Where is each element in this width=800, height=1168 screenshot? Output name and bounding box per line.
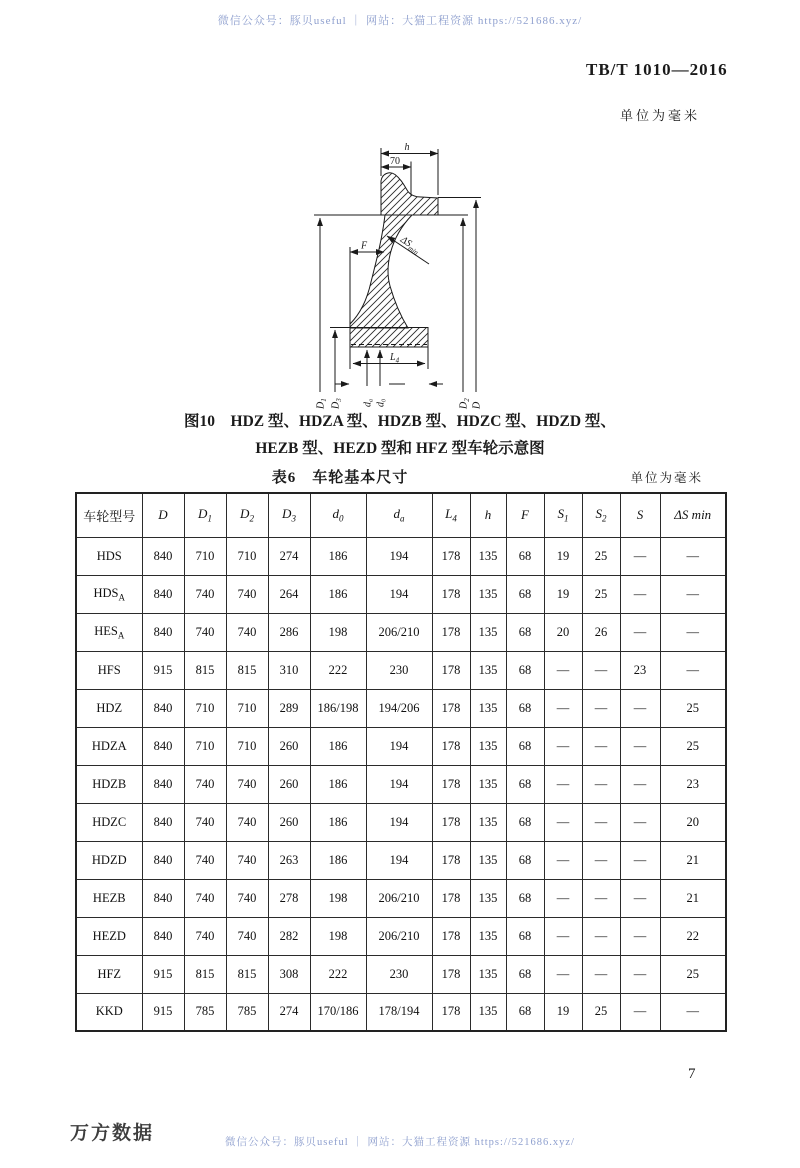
column-header: $S_2$ xyxy=(582,493,620,537)
table-cell: — xyxy=(544,765,582,803)
page-number: 7 xyxy=(688,1066,696,1082)
table-cell: 222 xyxy=(310,955,366,993)
table-cell: 186/198 xyxy=(310,689,366,727)
table-row xyxy=(76,955,726,993)
dim-label-delta-s-min: $\Delta S_{min}$ xyxy=(398,234,420,257)
dim-label-d3: $D_3$ xyxy=(330,398,343,409)
table-cell: 186 xyxy=(310,575,366,613)
table-cell: 840 xyxy=(142,803,184,841)
table-cell: — xyxy=(582,917,620,955)
table-cell: 198 xyxy=(310,917,366,955)
column-header: $D_3$ xyxy=(268,493,310,537)
table-cell: — xyxy=(582,727,620,765)
table-cell: 840 xyxy=(142,613,184,651)
wheel-cross-section-figure xyxy=(278,126,528,422)
table-cell: 194 xyxy=(366,765,432,803)
table-cell: 186 xyxy=(310,803,366,841)
table-cell: 740 xyxy=(226,575,268,613)
table-row xyxy=(76,727,726,765)
table-cell: 25 xyxy=(660,689,726,727)
wheel-type-cell: $HES_A$ xyxy=(76,613,142,651)
table-cell: 815 xyxy=(226,651,268,689)
table-cell: 178 xyxy=(432,537,470,575)
table-cell: 135 xyxy=(470,993,506,1031)
table-cell: 198 xyxy=(310,613,366,651)
table-cell: 20 xyxy=(660,803,726,841)
table-cell: 263 xyxy=(268,841,310,879)
table-cell: 135 xyxy=(470,613,506,651)
wheel-type-cell: HDZC xyxy=(76,803,142,841)
table-cell: — xyxy=(660,613,726,651)
wheel-type-cell: HDZD xyxy=(76,841,142,879)
table-cell: — xyxy=(582,651,620,689)
dim-label-d1: $D_1$ xyxy=(315,398,328,409)
table-cell: 68 xyxy=(506,537,544,575)
table-cell: — xyxy=(544,689,582,727)
column-header: $D_1$ xyxy=(184,493,226,537)
table-cell: 68 xyxy=(506,917,544,955)
table-cell: 135 xyxy=(470,537,506,575)
table-cell: 25 xyxy=(660,727,726,765)
table-cell: 260 xyxy=(268,727,310,765)
table-cell: 135 xyxy=(470,651,506,689)
table-cell: 785 xyxy=(184,993,226,1031)
table-cell: 186 xyxy=(310,765,366,803)
table-head-row xyxy=(76,493,726,537)
table-cell: 178/194 xyxy=(366,993,432,1031)
watermark-bottom: 微信公众号：豚贝useful ｜ 网站：大猫工程资源 https://521686.xyz/ xyxy=(225,1137,575,1148)
table-cell: 740 xyxy=(226,613,268,651)
dim-label-d0: $d_0$ xyxy=(375,399,388,407)
table-cell: — xyxy=(582,803,620,841)
table-cell: — xyxy=(544,955,582,993)
table-cell: 198 xyxy=(310,879,366,917)
table-cell: — xyxy=(620,613,660,651)
table-row xyxy=(76,879,726,917)
table-cell: 68 xyxy=(506,651,544,689)
dim-label-h: h xyxy=(404,142,410,153)
table-cell: 840 xyxy=(142,879,184,917)
table-cell: 740 xyxy=(184,841,226,879)
table-cell: — xyxy=(620,575,660,613)
table-cell: — xyxy=(620,727,660,765)
wheel-web xyxy=(350,215,412,328)
table-cell: 286 xyxy=(268,613,310,651)
table-cell: 178 xyxy=(432,917,470,955)
dim-label-da: $d_a$ xyxy=(362,399,375,407)
table-cell: — xyxy=(582,841,620,879)
table-cell: 740 xyxy=(226,803,268,841)
table-cell: — xyxy=(620,993,660,1031)
table-unit-note: 单位为毫米 xyxy=(630,471,703,485)
table-cell: 274 xyxy=(268,993,310,1031)
column-header: 车轮型号 xyxy=(76,493,142,537)
table-cell: 740 xyxy=(184,879,226,917)
wheel-type-cell: HEZB xyxy=(76,879,142,917)
table-cell: 915 xyxy=(142,955,184,993)
table-cell: 840 xyxy=(142,841,184,879)
table-cell: 264 xyxy=(268,575,310,613)
table-cell: 740 xyxy=(226,765,268,803)
table-row xyxy=(76,613,726,651)
table-cell: 21 xyxy=(660,841,726,879)
table-cell: — xyxy=(620,803,660,841)
table-cell: 840 xyxy=(142,727,184,765)
table-row xyxy=(76,917,726,955)
table-cell: 206/210 xyxy=(366,879,432,917)
table-cell: 135 xyxy=(470,879,506,917)
table-header-row xyxy=(75,466,725,488)
table-cell: 25 xyxy=(582,537,620,575)
wanfang-data-mark: 万方数据 xyxy=(70,1123,155,1144)
table-cell: 840 xyxy=(142,537,184,575)
table-cell: 135 xyxy=(470,689,506,727)
table-cell: 178 xyxy=(432,841,470,879)
table-cell: — xyxy=(620,841,660,879)
wheel-type-cell: HFS xyxy=(76,651,142,689)
table-row xyxy=(76,765,726,803)
table-cell: 135 xyxy=(470,841,506,879)
table-cell: — xyxy=(544,727,582,765)
wheel-type-cell: HFZ xyxy=(76,955,142,993)
table-cell: 135 xyxy=(470,917,506,955)
table-cell: 178 xyxy=(432,575,470,613)
table-cell: — xyxy=(544,917,582,955)
table-cell: 68 xyxy=(506,765,544,803)
table-cell: 194 xyxy=(366,803,432,841)
table-cell: — xyxy=(660,537,726,575)
figure-caption-line1: 图10 HDZ 型、HDZA 型、HDZB 型、HDZC 型、HDZD 型、 xyxy=(184,413,616,430)
table-cell: — xyxy=(660,651,726,689)
table-cell: — xyxy=(620,537,660,575)
table-cell: 22 xyxy=(660,917,726,955)
table-cell: 25 xyxy=(660,955,726,993)
table-cell: 815 xyxy=(184,955,226,993)
table-cell: 21 xyxy=(660,879,726,917)
table-title: 表6 车轮基本尺寸 xyxy=(271,470,409,486)
table-cell: 260 xyxy=(268,765,310,803)
table-cell: 178 xyxy=(432,651,470,689)
table-cell: 194/206 xyxy=(366,689,432,727)
table-cell: 178 xyxy=(432,689,470,727)
table-cell: — xyxy=(544,841,582,879)
table-cell: 68 xyxy=(506,575,544,613)
table-cell: 135 xyxy=(470,727,506,765)
dim-label-l4: $L_4$ xyxy=(390,352,400,365)
wheel-type-cell: HEZD xyxy=(76,917,142,955)
table-cell: 19 xyxy=(544,537,582,575)
column-header: F xyxy=(506,493,544,537)
table-cell: 178 xyxy=(432,955,470,993)
table-cell: 206/210 xyxy=(366,917,432,955)
table-cell: 740 xyxy=(226,841,268,879)
table-cell: 308 xyxy=(268,955,310,993)
column-header: S xyxy=(620,493,660,537)
table-cell: — xyxy=(582,955,620,993)
table-cell: 68 xyxy=(506,727,544,765)
table-cell: — xyxy=(620,689,660,727)
table-cell: 740 xyxy=(184,765,226,803)
table-cell: 230 xyxy=(366,955,432,993)
dim-label-70: 70 xyxy=(390,156,400,167)
watermark-top: 微信公众号：豚贝useful ｜ 网站：大猫工程资源 https://521686.xyz/ xyxy=(217,15,583,27)
table-cell: 26 xyxy=(582,613,620,651)
table-cell: 840 xyxy=(142,689,184,727)
table-cell: 740 xyxy=(184,917,226,955)
table-cell: 289 xyxy=(268,689,310,727)
table-cell: 68 xyxy=(506,803,544,841)
table-cell: 282 xyxy=(268,917,310,955)
table-cell: 740 xyxy=(184,575,226,613)
table-cell: 178 xyxy=(432,727,470,765)
table-cell: 186 xyxy=(310,537,366,575)
table-cell: — xyxy=(582,765,620,803)
table-cell: 710 xyxy=(184,727,226,765)
table-row xyxy=(76,537,726,575)
table-cell: 230 xyxy=(366,651,432,689)
table-cell: 135 xyxy=(470,575,506,613)
dim-label-d2: $D_2$ xyxy=(458,398,471,409)
column-header: $d_0$ xyxy=(310,493,366,537)
table-cell: 840 xyxy=(142,765,184,803)
wheel-type-cell: HDZA xyxy=(76,727,142,765)
table-cell: — xyxy=(620,955,660,993)
table-cell: 68 xyxy=(506,879,544,917)
table-cell: 260 xyxy=(268,803,310,841)
table-cell: 710 xyxy=(226,689,268,727)
table-cell: 19 xyxy=(544,993,582,1031)
table-row xyxy=(76,689,726,727)
table-cell: 68 xyxy=(506,955,544,993)
table-cell: 710 xyxy=(184,537,226,575)
table-cell: 915 xyxy=(142,651,184,689)
table-cell: — xyxy=(660,575,726,613)
table-cell: 194 xyxy=(366,727,432,765)
wheel-type-cell: HDS xyxy=(76,537,142,575)
table-row xyxy=(76,841,726,879)
table-cell: 710 xyxy=(226,727,268,765)
table-cell: 310 xyxy=(268,651,310,689)
table-cell: 710 xyxy=(226,537,268,575)
table-cell: 186 xyxy=(310,841,366,879)
table-wrapper xyxy=(75,492,727,1032)
wheel-rim xyxy=(381,173,438,215)
column-header: h xyxy=(470,493,506,537)
table-cell: 178 xyxy=(432,765,470,803)
table-cell: 740 xyxy=(184,613,226,651)
table-cell: 25 xyxy=(582,575,620,613)
table-cell: 222 xyxy=(310,651,366,689)
table-cell: 68 xyxy=(506,841,544,879)
table-cell: 135 xyxy=(470,765,506,803)
table-cell: 815 xyxy=(184,651,226,689)
table-cell: 178 xyxy=(432,993,470,1031)
table-cell: 178 xyxy=(432,613,470,651)
unit-note-top: 单位为毫米 xyxy=(619,108,700,123)
table-cell: 135 xyxy=(470,803,506,841)
table-cell: 278 xyxy=(268,879,310,917)
wheel-type-cell: HDZB xyxy=(76,765,142,803)
table-cell: — xyxy=(620,765,660,803)
table-cell: 740 xyxy=(226,917,268,955)
table-cell: — xyxy=(582,879,620,917)
table-cell: 23 xyxy=(620,651,660,689)
table-cell: 178 xyxy=(432,879,470,917)
table-cell: 194 xyxy=(366,537,432,575)
column-header: ΔS min xyxy=(660,493,726,537)
column-header: D xyxy=(142,493,184,537)
table-cell: 740 xyxy=(226,879,268,917)
table-row xyxy=(76,803,726,841)
table-row xyxy=(76,651,726,689)
dim-label-f: F xyxy=(360,240,368,252)
table-cell: 194 xyxy=(366,575,432,613)
table-cell: — xyxy=(620,917,660,955)
table-cell: 740 xyxy=(184,803,226,841)
table-cell: 68 xyxy=(506,613,544,651)
table-cell: 178 xyxy=(432,803,470,841)
wheel-type-cell: HDZ xyxy=(76,689,142,727)
table-cell: 135 xyxy=(470,955,506,993)
table-cell: 25 xyxy=(582,993,620,1031)
table-cell: — xyxy=(582,689,620,727)
table-cell: 170/186 xyxy=(310,993,366,1031)
table-cell: — xyxy=(544,879,582,917)
dim-label-d: D xyxy=(471,401,483,409)
column-header: $d_a$ xyxy=(366,493,432,537)
table-cell: 840 xyxy=(142,575,184,613)
table-cell: 840 xyxy=(142,917,184,955)
table-cell: — xyxy=(620,879,660,917)
column-header: $L_4$ xyxy=(432,493,470,537)
table-cell: 186 xyxy=(310,727,366,765)
table-cell: 194 xyxy=(366,841,432,879)
table-cell: — xyxy=(544,803,582,841)
figure-caption xyxy=(100,408,700,462)
table-cell: 274 xyxy=(268,537,310,575)
table-cell: 815 xyxy=(226,955,268,993)
table-cell: 20 xyxy=(544,613,582,651)
table-row xyxy=(76,575,726,613)
wheel-type-cell: $HDS_A$ xyxy=(76,575,142,613)
table-cell: 206/210 xyxy=(366,613,432,651)
table-row xyxy=(76,993,726,1031)
table-cell: 915 xyxy=(142,993,184,1031)
wheel-type-cell: KKD xyxy=(76,993,142,1031)
wheel-dimensions-table xyxy=(75,492,727,1032)
figure-caption-line2: HEZB 型、HEZD 型和 HFZ 型车轮示意图 xyxy=(255,440,545,458)
table-cell: — xyxy=(544,651,582,689)
standard-number: TB/T 1010—2016 xyxy=(586,60,728,79)
bore-outline xyxy=(350,347,428,369)
column-header: $S_1$ xyxy=(544,493,582,537)
table-cell: 23 xyxy=(660,765,726,803)
column-header: $D_2$ xyxy=(226,493,268,537)
table-cell: 68 xyxy=(506,993,544,1031)
table-cell: 19 xyxy=(544,575,582,613)
table-cell: — xyxy=(660,993,726,1031)
table-cell: 785 xyxy=(226,993,268,1031)
table-cell: 710 xyxy=(184,689,226,727)
table-cell: 68 xyxy=(506,689,544,727)
